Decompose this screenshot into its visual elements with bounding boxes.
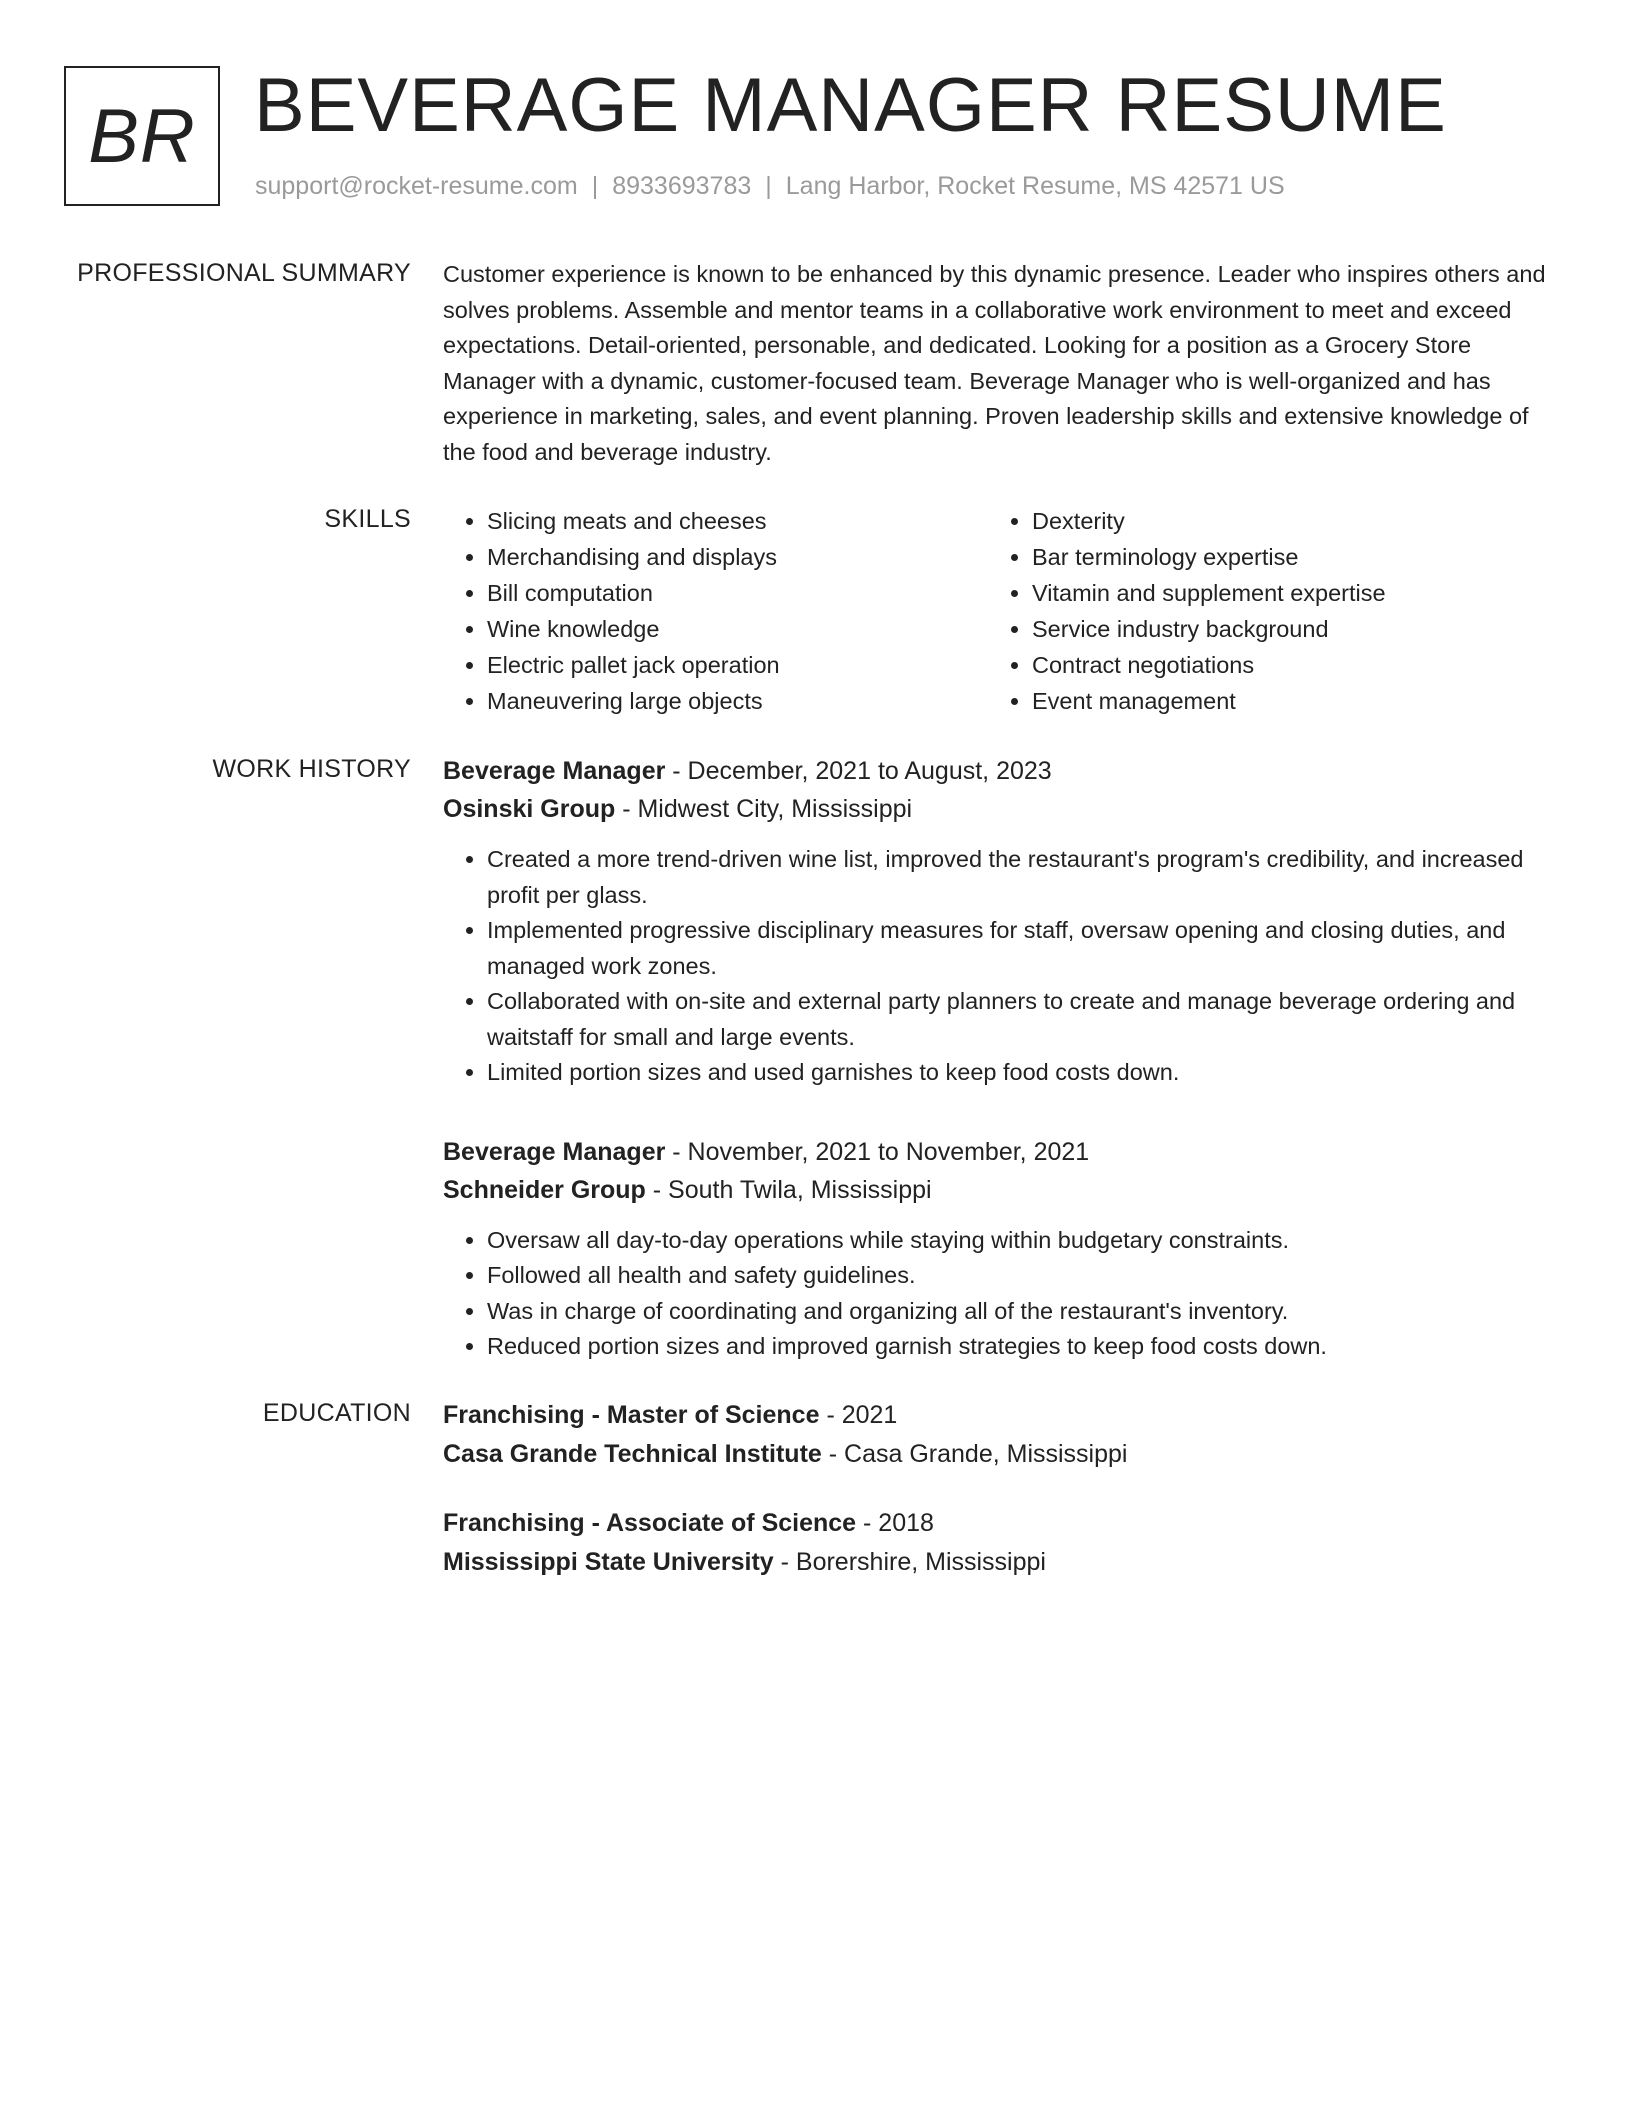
degree-name: Franchising - Master of Science <box>443 1401 820 1429</box>
education-entry <box>443 1504 1555 1582</box>
job-bullet: • Oversaw all day-to-day operations while staying within budgetary constraints. <box>487 1223 1555 1259</box>
contact-separator: | <box>765 172 772 200</box>
skill-item: • Dexterity <box>1032 503 1386 539</box>
job-location: - Midwest City, Mississippi <box>615 795 913 823</box>
skills-body <box>443 503 1555 723</box>
job-dates: - November, 2021 to November, 2021 <box>665 1137 1090 1166</box>
job-company-line <box>443 790 1555 828</box>
skills-heading: SKILLS <box>324 505 411 533</box>
summary-body <box>443 257 1555 470</box>
job-bullet: • Limited portion sizes and used garnishes to keep food costs down. <box>487 1055 1555 1091</box>
skill-item: • Bar terminology expertise <box>1032 539 1386 575</box>
resume-header <box>64 63 1584 208</box>
job-bullets <box>443 1223 1555 1365</box>
school-name: Casa Grande Technical Institute <box>443 1440 822 1468</box>
contact-address: Lang Harbor, Rocket Resume, MS 42571 US <box>785 172 1285 200</box>
degree-year: - 2018 <box>856 1509 934 1537</box>
contact-separator: | <box>591 172 599 200</box>
skill-item: • Bill computation <box>487 575 780 611</box>
school-location: - Borershire, Mississippi <box>773 1548 1046 1576</box>
job-title: Beverage Manager <box>443 757 666 785</box>
page-title: BEVERAGE MANAGER RESUME <box>254 63 1447 148</box>
job-entry <box>443 1133 1555 1365</box>
education-heading: EDUCATION <box>262 1399 411 1427</box>
work-history-body <box>443 752 1555 1407</box>
monogram-logo: BR <box>64 66 220 206</box>
job-company-line <box>443 1171 1555 1209</box>
degree-year: - 2021 <box>819 1401 898 1429</box>
school-line <box>443 1435 1555 1474</box>
education-entry <box>443 1396 1555 1474</box>
skill-item: • Slicing meats and cheeses <box>487 503 780 539</box>
skill-item: • Maneuvering large objects <box>487 683 780 719</box>
job-bullet: • Was in charge of coordinating and organizing all of the restaurant's inventory. <box>487 1294 1555 1330</box>
summary-text: Customer experience is known to be enhanced by this dynamic presence. Leader who inspires others and solves problems. Assemble and mentor teams in a collaborative work environment to meet and exceed expectations. Detail-oriented, personable, and dedicated. Looking for a position as a Grocery Store Manager with a dynamic, customer-focused team. Beverage Manager who is well-organized and has experience in marketing, sales, and event planning. Proven leadership skills and extensive knowledge of the food and beverage industry. <box>443 261 1546 465</box>
skill-item: • Wine knowledge <box>487 611 780 647</box>
degree-line <box>443 1504 1555 1543</box>
education-body <box>443 1396 1555 1612</box>
job-bullet: • Implemented progressive disciplinary measures for staff, oversaw opening and closing duties, and managed work zones. <box>487 913 1555 984</box>
summary-heading: PROFESSIONAL SUMMARY <box>77 259 411 287</box>
job-bullets <box>443 842 1555 1091</box>
school-location: - Casa Grande, Mississippi <box>821 1440 1128 1468</box>
degree-line <box>443 1396 1555 1435</box>
job-bullet: • Followed all health and safety guidelines. <box>487 1258 1555 1294</box>
job-title-line <box>443 1133 1555 1171</box>
school-line <box>443 1543 1555 1582</box>
job-dates: - December, 2021 to August, 2023 <box>665 757 1052 785</box>
job-location: - South Twila, Mississippi <box>645 1175 932 1204</box>
skill-item: • Event management <box>1032 683 1386 719</box>
work-history-heading: WORK HISTORY <box>212 755 411 783</box>
job-title-line <box>443 752 1555 790</box>
skill-item: • Contract negotiations <box>1032 647 1386 683</box>
job-bullet: • Created a more trend-driven wine list, improved the restaurant's program's credibility, and increased profit per glass. <box>487 842 1555 913</box>
contact-phone: 8933693783 <box>612 172 752 200</box>
skills-list-right <box>988 503 1386 719</box>
job-company: Osinski Group <box>443 795 616 823</box>
job-title: Beverage Manager <box>443 1137 666 1166</box>
job-entry <box>443 752 1555 1091</box>
contact-email: support@rocket-resume.com <box>255 172 578 200</box>
job-company: Schneider Group <box>443 1175 646 1204</box>
skill-item: • Vitamin and supplement expertise <box>1032 575 1386 611</box>
degree-name: Franchising - Associate of Science <box>443 1509 857 1537</box>
skill-item: • Service industry background <box>1032 611 1386 647</box>
skills-list-left <box>443 503 780 719</box>
skill-item: • Electric pallet jack operation <box>487 647 780 683</box>
job-bullet: • Collaborated with on-site and external party planners to create and manage beverage ordering and waitstaff for small and large events. <box>487 984 1555 1055</box>
school-name: Mississippi State University <box>443 1548 774 1576</box>
job-bullet: • Reduced portion sizes and improved garnish strategies to keep food costs down. <box>487 1329 1555 1365</box>
skill-item: • Merchandising and displays <box>487 539 780 575</box>
contact-line <box>255 172 1285 201</box>
